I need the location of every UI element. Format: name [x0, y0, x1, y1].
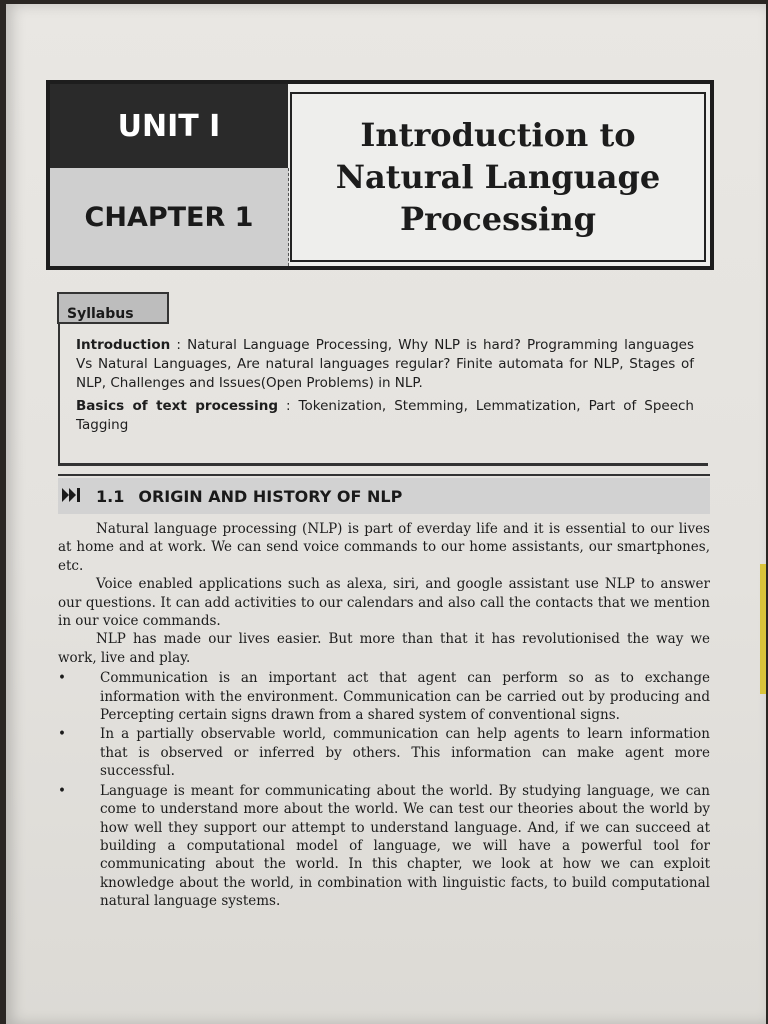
unit-label: UNIT I	[50, 84, 288, 168]
paragraph: Voice enabled applications such as alexa, siri, and google assistant use NLP to answer our questions. It can add activities to our calendars and also call the contacts that we mention in our voice commands.	[58, 576, 710, 630]
section-divider	[58, 474, 710, 476]
syllabus-separator: :	[170, 337, 188, 353]
syllabus-box	[58, 324, 708, 466]
paragraph: Natural language processing (NLP) is part of everday life and it is essential to our lives at home and at work. We can send voice commands to our home assistants, our smartphones, etc.	[58, 521, 710, 574]
bullet-list	[58, 669, 710, 910]
syllabus-intro-label: Introduction	[76, 337, 171, 353]
syllabus-basics-text: Tokenization, Stemming, Lemmatization, Part of Speech Tagging	[76, 398, 694, 433]
page-edge-tab	[760, 564, 766, 694]
list-item	[58, 725, 710, 780]
chapter-label: CHAPTER 1	[50, 168, 289, 266]
list-item-text: Language is meant for communicating about the world. By studying language, we can come to understand more about the world. We can test our theories about the world by how well they support our attempt to understand language. And, if we can succeed at building a computational model of language, we will have a powerful tool for communicating about the world. In this chapter, we look at how we can exploit knowledge about the world, in combination with linguistic facts, to build computational natural language systems.	[100, 782, 710, 910]
list-item	[58, 782, 710, 911]
section-number: 1.1	[96, 486, 125, 506]
bullet: •	[58, 726, 66, 743]
list-item	[58, 669, 710, 724]
syllabus-separator: :	[277, 398, 299, 414]
bullet: •	[58, 670, 66, 687]
fast-forward-icon	[62, 487, 86, 506]
list-item-text: Communication is an important act that agent can perform so as to exchange information with the environment. Communication can be carried out by producing and Percepting certain signs drawn from a shared system of conventional signs.	[100, 670, 710, 724]
chapter-title: Introduction to Natural Language Processing	[335, 116, 661, 238]
section-heading	[58, 478, 710, 514]
chapter-header	[46, 80, 714, 270]
syllabus-basics-label: Basics of text processing	[76, 398, 278, 414]
chapter-title-box	[290, 92, 706, 262]
bullet: •	[58, 782, 66, 799]
section-title: ORIGIN AND HISTORY OF NLP	[138, 486, 403, 506]
list-item-text: In a partially observable world, communication can help agents to learn information that is observed or inferred by others. This information can make agent more successful.	[100, 726, 710, 780]
syllabus-intro-text: Natural Language Processing, Why NLP is hard? Programming languages Vs Natural Languages, Are natural languages regular? Finite automata for NLP, Stages of NLP, Challenges and Issues(Open Problems) in NLP.	[76, 337, 694, 391]
syllabus-introduction	[76, 336, 694, 393]
paragraph: NLP has made our lives easier. But more than that it has revolutionised the way we work, live and play.	[58, 631, 710, 666]
syllabus-basics	[76, 397, 694, 435]
syllabus-tab: Syllabus	[57, 292, 169, 324]
body-text	[58, 520, 710, 912]
